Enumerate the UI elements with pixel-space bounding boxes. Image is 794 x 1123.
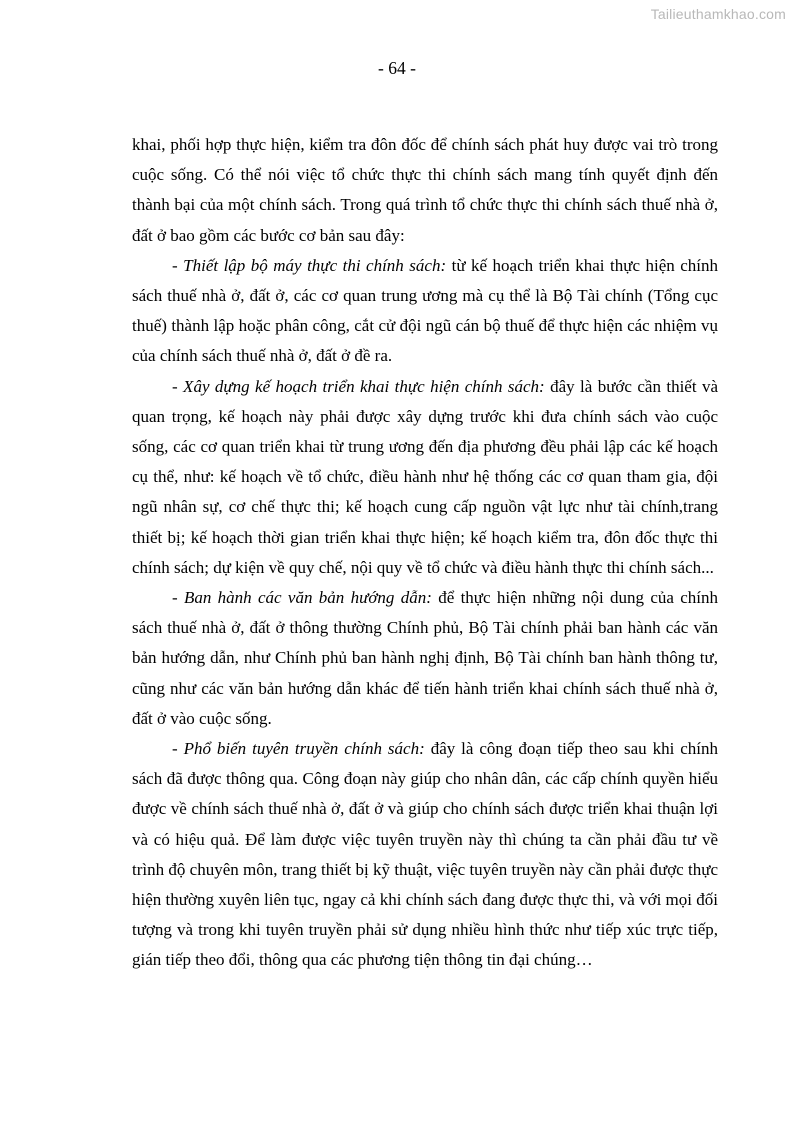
paragraph-text: đây là công đoạn tiếp theo sau khi chính sách đã được thông qua. Công đoạn này giúp cho nhân dân, các cấp chính quyền hiểu được về chính sách thuế nhà ở, đất ở và giúp cho chính sách được triển khai thuận lợi và có hiệu quả. Để làm được việc tuyên truyền này thì chúng ta cần phải đầu tư về trình độ chuyên môn, trang thiết bị kỹ thuật, việc tuyên truyền này cần phải được thực hiện thường xuyên liên tục, ngay cả khi chính sách đang được thực thi, và với mọi đối tượng và trong khi tuyên truyền phải sử dụng nhiều hình thức như tiếp xúc trực tiếp, gián tiếp theo đổi, thông qua các phương tiện thông tin đại chúng… bbox=[132, 739, 718, 970]
paragraph-step-4 bbox=[132, 734, 718, 976]
step-heading: - Xây dựng kế hoạch triển khai thực hiện chính sách: bbox=[172, 376, 545, 396]
step-heading: - Phổ biến tuyên truyền chính sách: bbox=[172, 739, 425, 759]
paragraph-continuation bbox=[132, 130, 718, 251]
watermark-text: Tailieuthamkhao.com bbox=[650, 6, 786, 22]
paragraph-text: từ kế hoạch triển khai thực hiện chính sách thuế nhà ở, đất ở, các cơ quan trung ương mà cụ thể là Bộ Tài chính (Tổng cục thuế) thành lập hoặc phân công, cắt cử đội ngũ cán bộ thuế để thực hiện các nhiệm vụ của chính sách thuế nhà ở, đất ở đề ra. bbox=[132, 255, 718, 366]
paragraph-step-2 bbox=[132, 372, 718, 583]
paragraph-text: để thực hiện những nội dung của chính sách thuế nhà ở, đất ở thông thường Chính phủ, Bộ Tài chính phải ban hành các văn bản hướng dẫn, như Chính phủ ban hành nghị định, Bộ Tài chính ban hành thông tư, cũng như các văn bản hướng dẫn khác để tiến hành triển khai chính sách thuế nhà ở, đất ở vào cuộc sống. bbox=[132, 588, 719, 728]
document-body bbox=[132, 130, 718, 976]
paragraph-text: đây là bước cần thiết và quan trọng, kế hoạch này phải được xây dựng trước khi đưa chính sách vào cuộc sống, các cơ quan triển khai từ trung ương đến địa phương đều phải lập các kế hoạch cụ thể, như: kế hoạch về tổ chức, điều hành như hệ thống các cơ quan tham gia, đội ngũ nhân sự, cơ chế thực thi; kế hoạch cung cấp nguồn vật lực như tài chính,trang thiết bị; kế hoạch thời gian triển khai thực hiện; kế hoạch kiểm tra, đôn đốc thực thi chính sách; dự kiện về quy chế, nội quy về tổ chức và điều hành thực thi chính sách... bbox=[132, 376, 718, 577]
step-heading: - Thiết lập bộ máy thực thi chính sách: bbox=[172, 255, 447, 275]
paragraph-step-1 bbox=[132, 251, 718, 372]
page-number: - 64 - bbox=[378, 58, 416, 78]
step-heading: - Ban hành các văn bản hướng dẫn: bbox=[172, 588, 432, 608]
paragraph-step-3 bbox=[132, 583, 718, 734]
paragraph-text: khai, phối hợp thực hiện, kiểm tra đôn đốc để chính sách phát huy được vai trò trong cuộc sống. Có thể nói việc tổ chức thực thi chính sách mang tính quyết định đến thành bại của một chính sách. Trong quá trình tổ chức thực thi chính sách thuế nhà ở, đất ở bao gồm các bước cơ bản sau đây: bbox=[132, 135, 718, 245]
